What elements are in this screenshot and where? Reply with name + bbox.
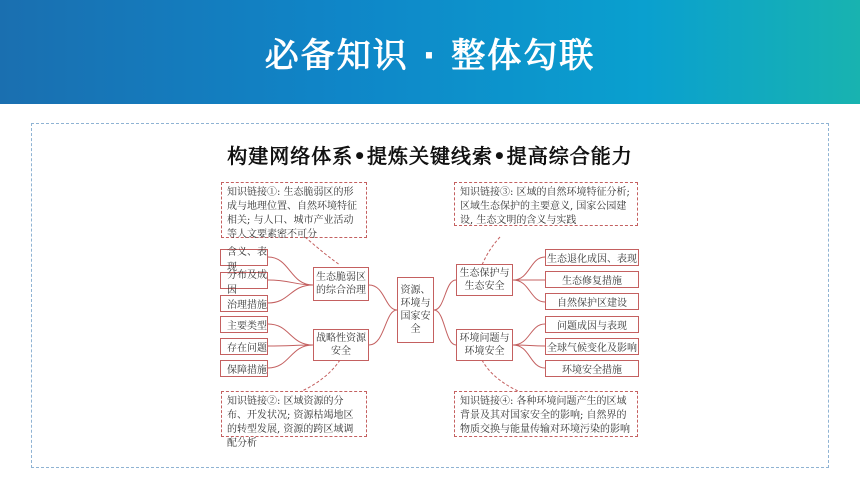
subtitle: 构建网络体系•提炼关键线索•提高综合能力 (227, 144, 633, 168)
leaf-distribution: 分布及成因 (220, 272, 268, 289)
node-environmental-security: 环境问题与环境安全 (456, 329, 513, 361)
leaf-governance: 治理措施 (220, 295, 268, 312)
center-topic: 资源、环境与国家安全 (397, 277, 434, 343)
knowledge-link-1: 知识链接①: 生态脆弱区的形成与地理位置、自然环境特征相关; 与人口、城市产业活动等人文要素密不可分 (221, 182, 367, 238)
knowledge-link-3: 知识链接③: 区域的自然环境特征分析; 区域生态保护的主要意义, 国家公园建设, 生态文明的含义与实践 (454, 182, 638, 226)
page-title: 必备知识 · 整体勾联 (264, 36, 596, 76)
node-fragile-zone: 生态脆弱区的综合治理 (313, 267, 369, 301)
leaf-definition: 含义、表现 (220, 249, 268, 266)
leaf-measures: 保障措施 (220, 360, 268, 377)
knowledge-link-2: 知识链接②: 区域资源的分布、开发状况; 资源枯竭地区的转型发展, 资源的跨区域调配分析 (221, 391, 367, 437)
leaf-types: 主要类型 (220, 316, 268, 333)
leaf-env-measures: 环境安全措施 (545, 360, 639, 377)
leaf-problems: 存在问题 (220, 338, 268, 355)
leaf-climate-change: 全球气候变化及影响 (545, 338, 639, 355)
node-resource-security: 战略性资源安全 (313, 329, 369, 361)
leaf-degradation: 生态退化成因、表现 (545, 249, 639, 266)
leaf-causes: 问题成因与表现 (545, 316, 639, 333)
leaf-reserve: 自然保护区建设 (545, 293, 639, 310)
node-ecological-security: 生态保护与生态安全 (456, 264, 513, 296)
leaf-restoration: 生态修复措施 (545, 271, 639, 288)
knowledge-link-4: 知识链接④: 各种环境问题产生的区域背景及其对国家安全的影响; 自然界的物质交换与能量传输对环境污染的影响 (454, 391, 638, 437)
